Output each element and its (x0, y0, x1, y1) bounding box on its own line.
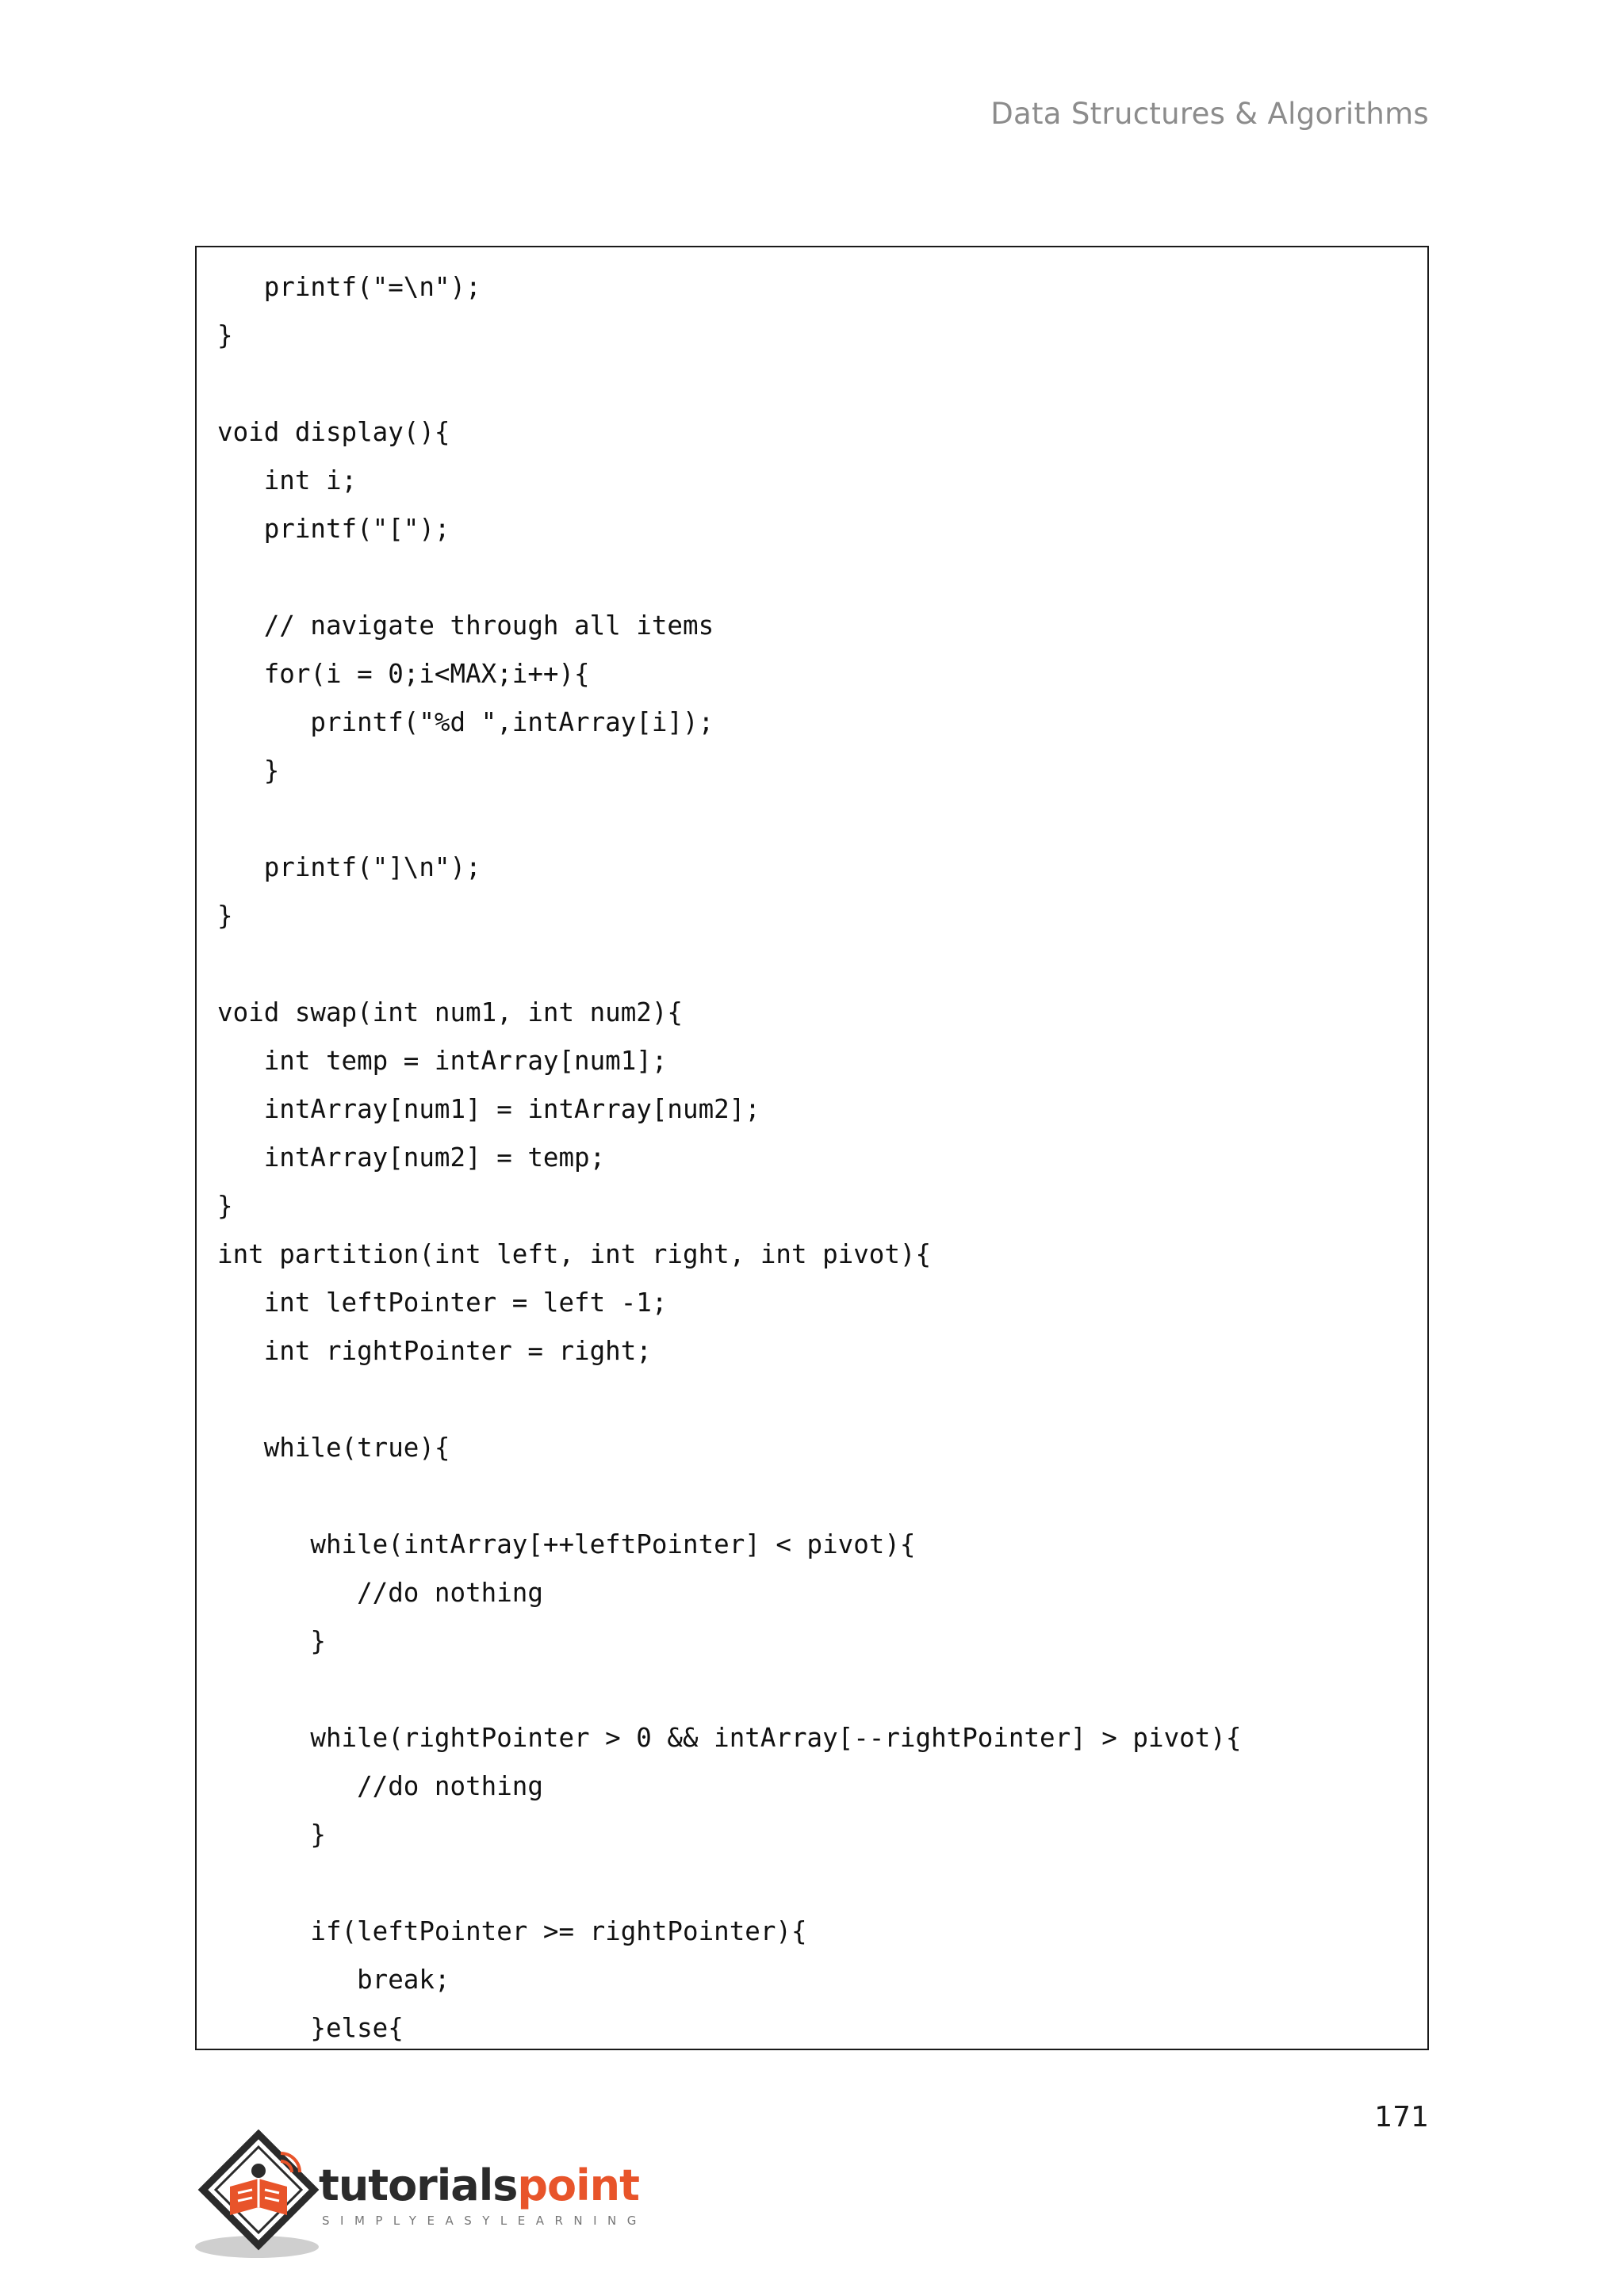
code-line (217, 1472, 1241, 1521)
code-line: void display(){ (217, 417, 450, 447)
page-number: 171 (1374, 2101, 1429, 2133)
code-line: printf("%d ",intArray[i]); (217, 707, 714, 737)
header-title: Data Structures & Algorithms (990, 97, 1429, 131)
code-line (217, 360, 1241, 408)
code-line: }else{ (217, 2013, 404, 2043)
logo-word-point: point (517, 2160, 639, 2210)
code-line (217, 1859, 1241, 1908)
code-line: intArray[num1] = intArray[num2]; (217, 1094, 760, 1124)
logo-word-tutorials: tutorials (319, 2160, 518, 2210)
code-line: for(i = 0;i<MAX;i++){ (217, 659, 590, 689)
code-line: // navigate through all items (217, 610, 714, 641)
code-line: int partition(int left, int right, int pivot){ (217, 1239, 932, 1269)
code-line: int i; (217, 465, 358, 496)
code-line (217, 1666, 1241, 1714)
code-line (217, 553, 1241, 602)
code-line (217, 795, 1241, 844)
tutorialspoint-logo (193, 2130, 647, 2263)
code-line: } (217, 901, 233, 931)
code-line: int rightPointer = right; (217, 1336, 652, 1366)
code-line: //do nothing (217, 1771, 543, 1801)
code-line: int leftPointer = left -1; (217, 1288, 668, 1318)
code-line: while(rightPointer > 0 && intArray[--rightPointer] > pivot){ (217, 1723, 1242, 1753)
code-line: intArray[num2] = temp; (217, 1142, 606, 1173)
code-line (217, 940, 1241, 989)
logo-wordmark (319, 2160, 639, 2210)
code-line: } (217, 1626, 326, 1656)
code-line: break; (217, 1965, 450, 1995)
code-lines (217, 263, 1241, 2050)
code-line: void swap(int num1, int num2){ (217, 997, 683, 1027)
code-line: //do nothing (217, 1578, 543, 1608)
code-line: } (217, 1820, 326, 1850)
code-line: printf("["); (217, 514, 450, 544)
code-line: } (217, 1191, 233, 1221)
code-line: while(intArray[++leftPointer] < pivot){ (217, 1529, 916, 1559)
code-line: } (217, 320, 233, 350)
code-line: printf("]\n"); (217, 852, 481, 882)
code-line: if(leftPointer >= rightPointer){ (217, 1916, 807, 1946)
code-line (217, 1376, 1241, 1424)
code-line: int temp = intArray[num1]; (217, 1046, 668, 1076)
logo-tagline: SIMPLYEASYLEARNING (322, 2214, 647, 2228)
code-line: printf("=\n"); (217, 272, 481, 302)
code-line: while(true){ (217, 1433, 450, 1463)
code-block (195, 246, 1429, 2050)
code-line: } (217, 756, 280, 786)
logo-emblem-icon (193, 2130, 328, 2263)
